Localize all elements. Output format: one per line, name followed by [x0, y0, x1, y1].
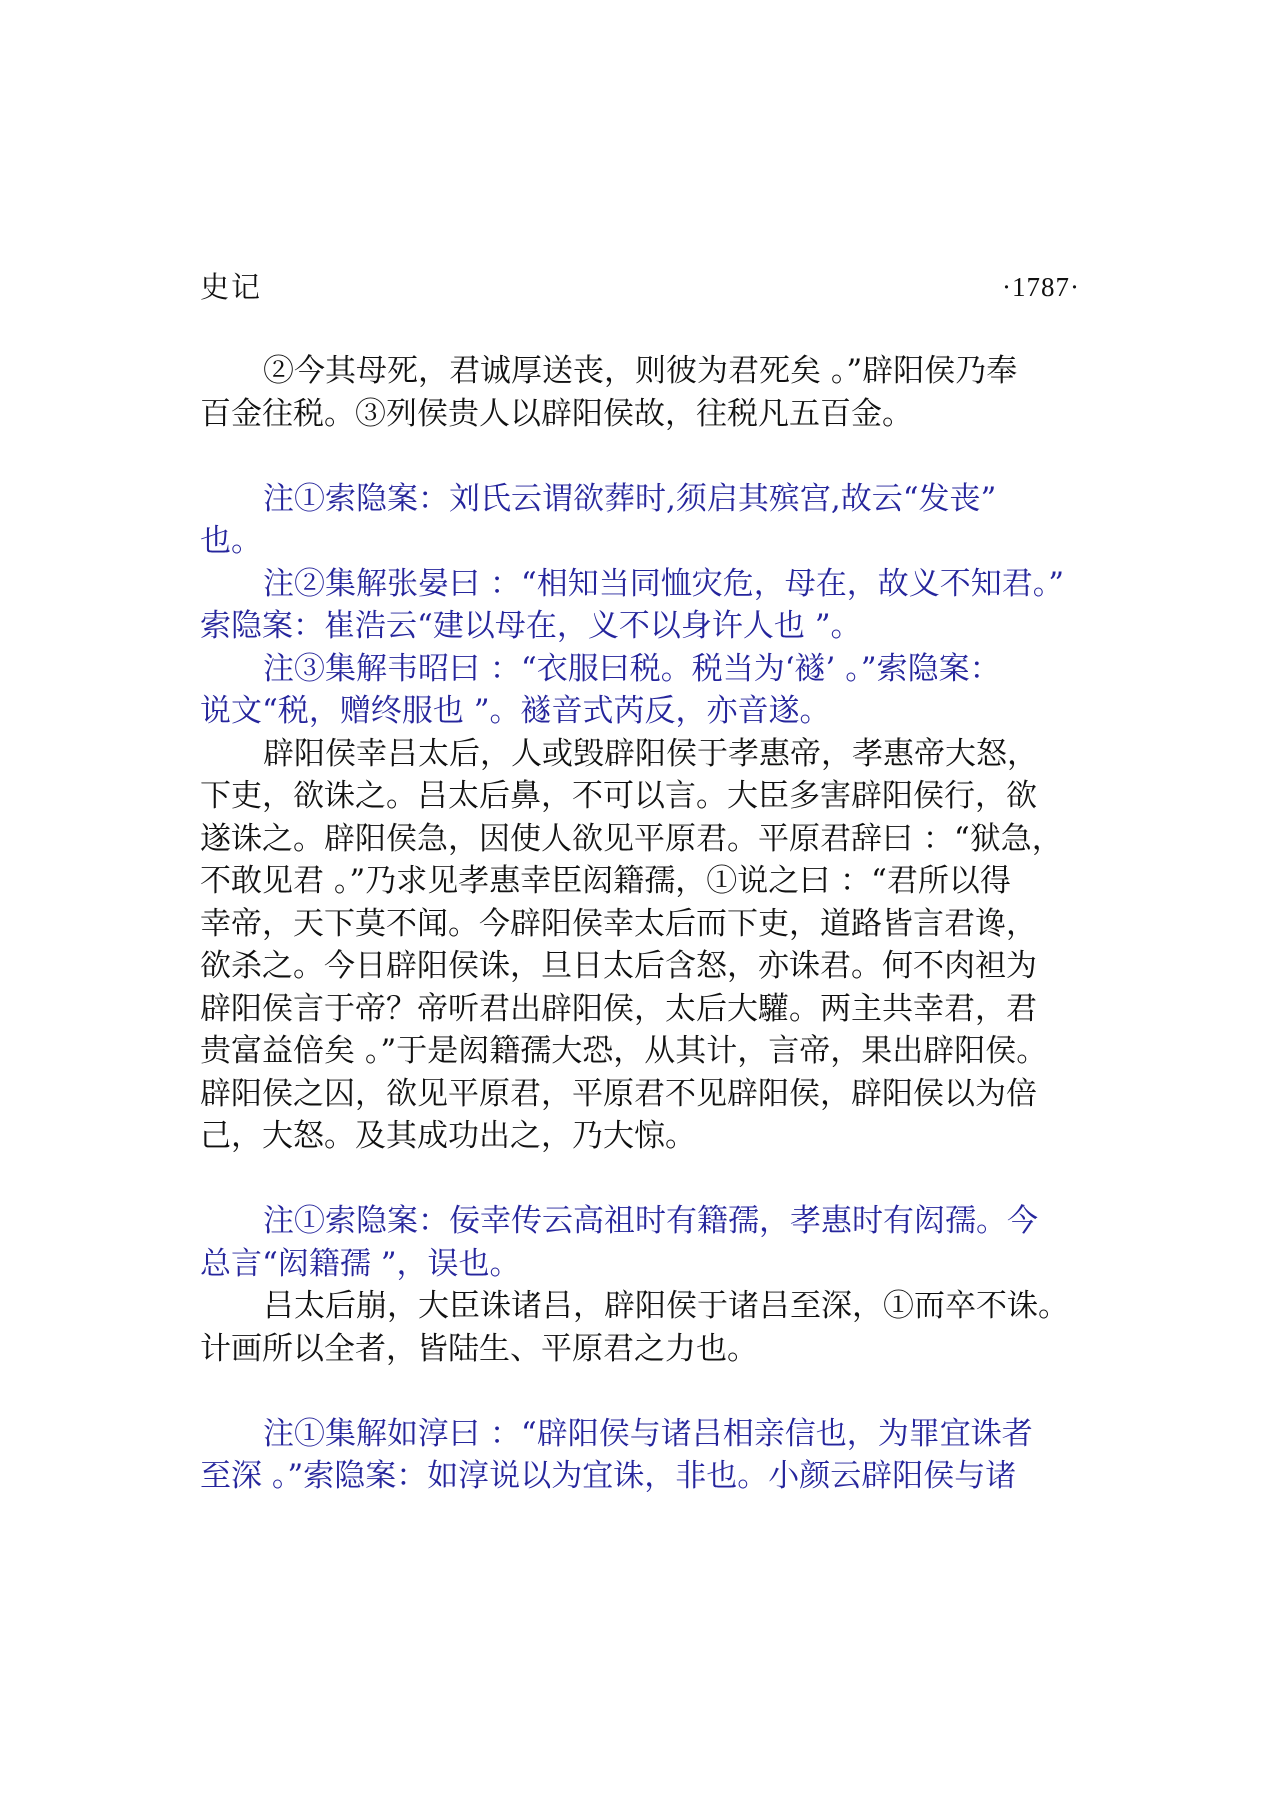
annotation-block [200, 478, 1100, 733]
note-line: 说文“税，赠终服也 ”。襚音式芮反，亦音遂。 [200, 693, 831, 729]
text-line: 计画所以全者，皆陆生、平原君之力也。 [200, 1330, 758, 1367]
text-line: 辟阳侯幸吕太后，人或毁辟阳侯于孝惠帝，孝惠帝大怒， [263, 735, 1038, 772]
text-line: 下吏，欲诛之。吕太后鼻，不可以言。大臣多害辟阳侯行，欲 [200, 778, 1037, 814]
note-line: 索隐案：崔浩云“建以母在，义不以身许人也 ”。 [200, 608, 862, 644]
page-body [200, 350, 1100, 1498]
annotation-block [200, 1200, 1100, 1285]
text-line: 辟阳侯之囚，欲见平原君，平原君不见辟阳侯，辟阳侯以为倍 [200, 1075, 1037, 1112]
text-line: ②今其母死，君诚厚送丧，则彼为君死矣 。”辟阳侯乃奉 [263, 353, 1018, 389]
note-line: 注①索隐案：佞幸传云高祖时有籍孺，孝惠时有闳孺。今 [263, 1203, 1038, 1239]
text-line: 欲杀之。今日辟阳侯诛，旦日太后含怒，亦诛君。何不肉袒为 [200, 948, 1037, 984]
note-line: 注①集解如淳曰 ：“辟阳侯与诸吕相亲信也，为罪宜诛者 [263, 1415, 1033, 1452]
page-number: ·1787· [1002, 272, 1080, 302]
text-line: 遂诛之。辟阳侯急，因使人欲见平原君。平原君辞曰 ：“狱急， [200, 820, 1063, 857]
note-line: 注①索隐案：刘氏云谓欲葬时,须启其殡宫,故云“发丧” [263, 480, 997, 517]
text-line: 吕太后崩，大臣诛诸吕，辟阳侯于诸吕至深，①而卒不诛。 [263, 1288, 1069, 1324]
text-line: 贵富益倍矣 。”于是闳籍孺大恐，从其计，言帝，果出辟阳侯。 [200, 1033, 1048, 1069]
note-line: 注③集解韦昭曰 ：“衣服曰税。税当为‘襚’ 。”索隐案： [263, 650, 1001, 687]
paragraph [200, 733, 1100, 1158]
note-line: 至深 。”索隐案：如淳说以为宜诛，非也。小颜云辟阳侯与诸 [200, 1458, 1017, 1494]
book-title: 史记 [200, 270, 263, 304]
note-line: 也。 [200, 523, 262, 559]
text-line: 百金往税。③列侯贵人以辟阳侯故，往税凡五百金。 [200, 395, 913, 432]
note-line: 总言“闳籍孺 ”，误也。 [200, 1245, 521, 1282]
annotation-block [200, 1413, 1100, 1498]
page-header [200, 266, 1080, 308]
text-line: 幸帝，天下莫不闻。今辟阳侯幸太后而下吏，道路皆言君谗， [200, 905, 1037, 942]
note-line: 注②集解张晏曰 ：“相知当同恤灾危，母在，故义不知君。” [263, 565, 1065, 602]
text-line: 不敢见君 。”乃求见孝惠幸臣闳籍孺，①说之曰 ：“君所以得 [200, 863, 1011, 899]
text-line: 辟阳侯言于帝？帝听君出辟阳侯，太后大驩。两主共幸君，君 [200, 990, 1037, 1027]
paragraph [200, 350, 1100, 435]
text-line: 己，大怒。及其成功出之，乃大惊。 [200, 1118, 696, 1154]
paragraph [200, 1285, 1100, 1370]
